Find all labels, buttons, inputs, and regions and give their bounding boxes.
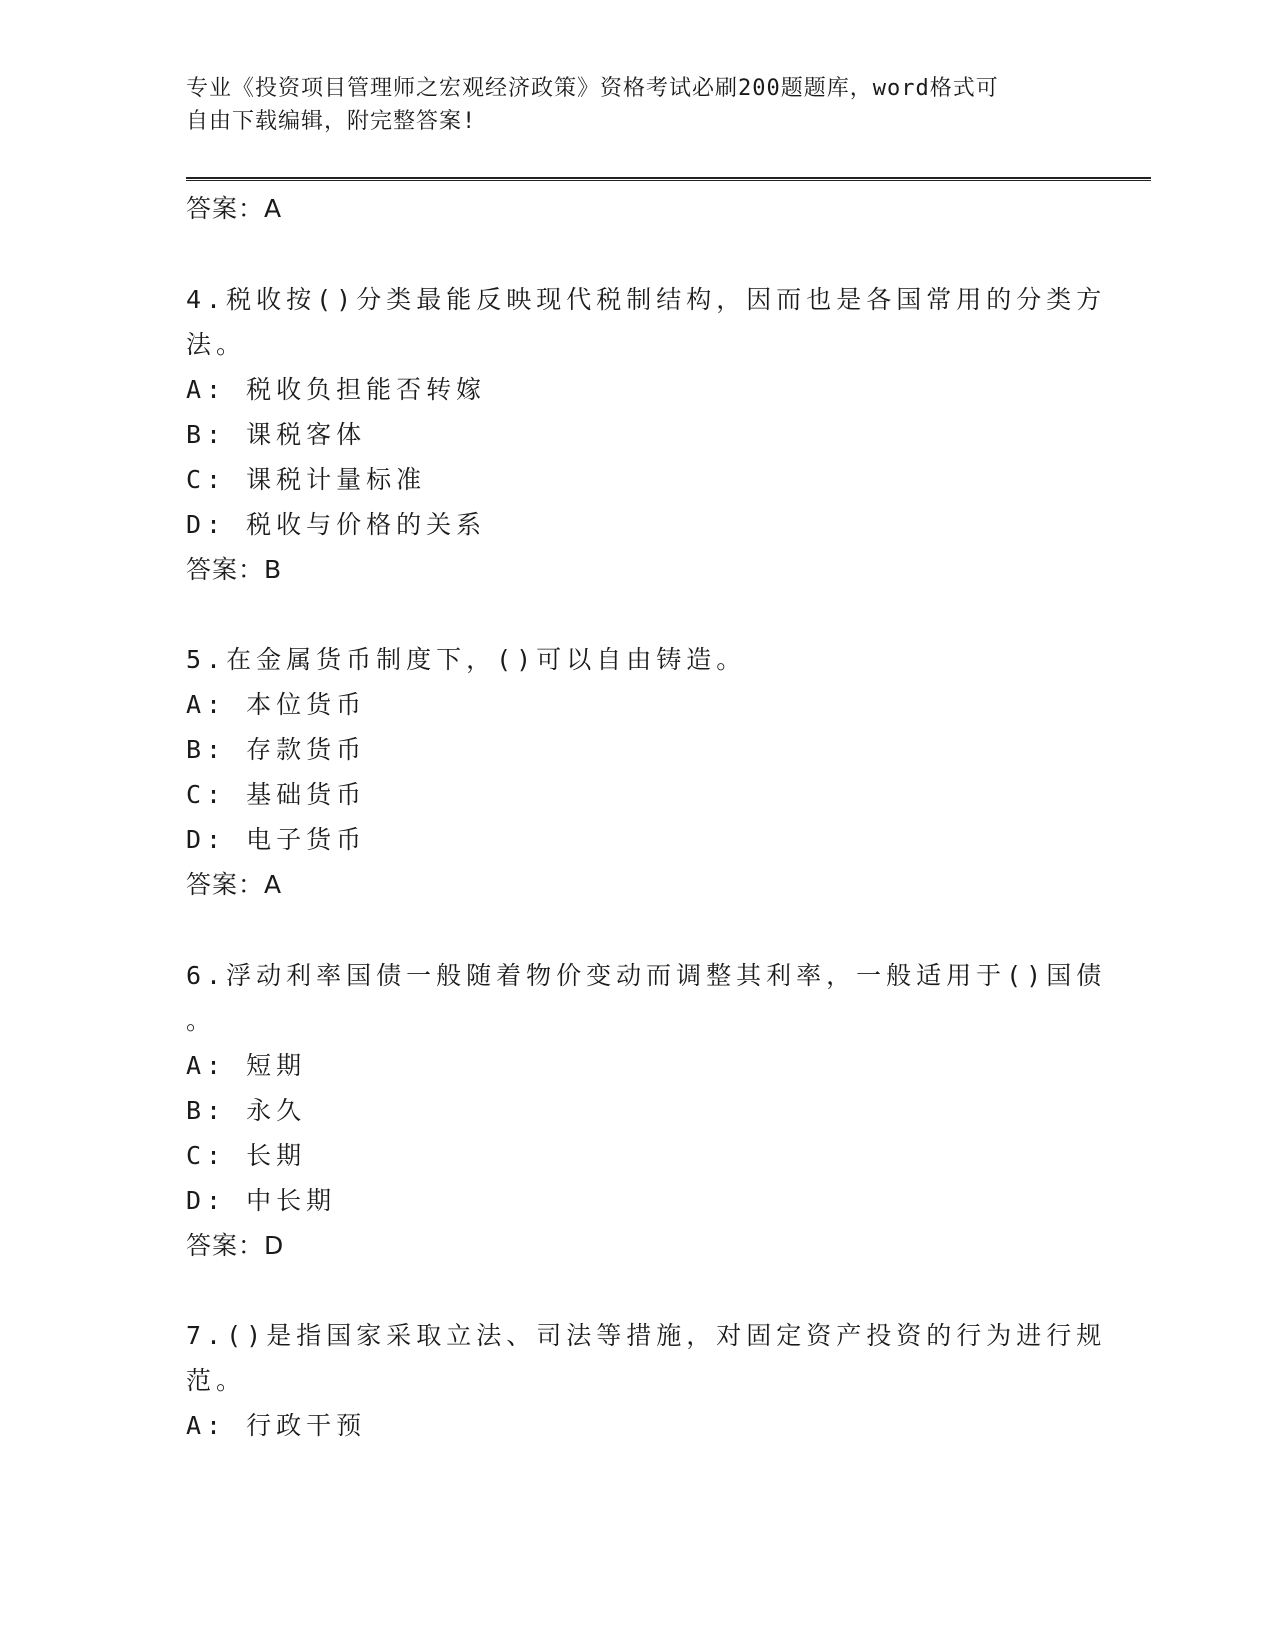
question-stem: 5.在金属货币制度下，()可以自由铸造。 (186, 645, 747, 674)
question-stem: 7.()是指国家采取立法、司法等措施，对固定资产投资的行为进行规 (186, 1321, 1107, 1350)
option-a: A: 短期 (186, 1051, 307, 1080)
answer-label: 答案：B (186, 555, 283, 584)
option-d: D: 电子货币 (186, 825, 367, 854)
option-d: D: 税收与价格的关系 (186, 510, 487, 539)
header-line-1: 专业《投资项目管理师之宏观经济政策》资格考试必刷200题题库，word格式可 (186, 76, 999, 101)
question-stem-continued: 法。 (186, 330, 247, 359)
option-c: C: 长期 (186, 1141, 307, 1170)
option-c: C: 课税计量标准 (186, 465, 427, 494)
option-a: A: 本位货币 (186, 690, 367, 719)
option-d: D: 中长期 (186, 1186, 337, 1215)
question-stem-continued: 。 (186, 1006, 217, 1035)
question-stem: 4.税收按()分类最能反映现代税制结构，因而也是各国常用的分类方 (186, 285, 1107, 314)
option-c: C: 基础货币 (186, 780, 367, 809)
option-b: B: 永久 (186, 1096, 307, 1125)
header-rule (186, 177, 1151, 181)
answer-label: 答案：D (186, 1231, 285, 1260)
option-b: B: 课税客体 (186, 420, 367, 449)
answer-label: 答案：A (186, 194, 283, 223)
question-stem-continued: 范。 (186, 1366, 247, 1395)
option-a: A: 行政干预 (186, 1411, 367, 1440)
option-b: B: 存款货币 (186, 735, 367, 764)
header-line-2: 自由下载编辑，附完整答案! (186, 109, 477, 134)
option-a: A: 税收负担能否转嫁 (186, 375, 487, 404)
page-header (186, 72, 1066, 138)
question-stem: 6.浮动利率国债一般随着物价变动而调整其利率，一般适用于()国债 (186, 961, 1107, 990)
answer-label: 答案：A (186, 870, 283, 899)
